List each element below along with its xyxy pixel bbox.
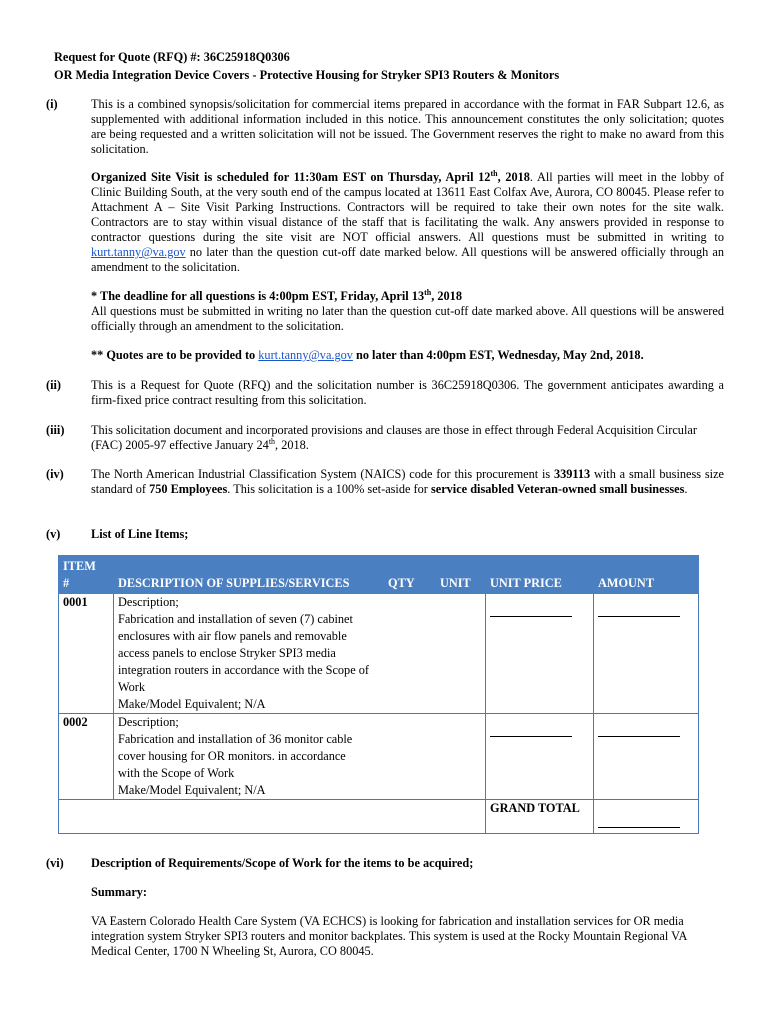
item-number: 0001 <box>59 594 114 714</box>
grand-total-amount[interactable] <box>594 800 699 834</box>
description-line: with the Scope of Work <box>118 766 235 780</box>
quotes-email-link[interactable]: kurt.tanny@va.gov <box>258 348 353 362</box>
summary-text: VA Eastern Colorado Health Care System (VA ECHCS) is looking for fabrication and installation services for OR media integration system Stryker SPI3 routers and monitor backplates. This system is used at the Rocky Mountain Regional VA Medical Center, 1700 N Wheeling St, Aurora, CO 80045. <box>91 914 687 958</box>
site-visit-bold: Organized Site Visit is scheduled for 11:30am EST on Thursday, April 12 <box>91 170 491 184</box>
table-row <box>59 714 699 800</box>
description-line: Work <box>118 680 146 694</box>
section-i-intro: This is a combined synopsis/solicitation for commercial items prepared in accordance with the format in FAR Subpart 12.6, as supplemented with additional information included in this notice. This announcement constitutes the only solicitation; quotes are being requested and a written solicitation will not be issued. The Government reserves the right to make no award from this solicitation. <box>91 97 724 156</box>
section-iii-text-2: , 2018. <box>275 438 309 452</box>
item-unit[interactable] <box>436 714 486 800</box>
header-item-hash: # <box>63 576 70 590</box>
description-line: Fabrication and installation of 36 monitor cable <box>118 732 353 746</box>
rfq-title-heading: OR Media Integration Device Covers - Protective Housing for Stryker SPI3 Routers & Monitors <box>54 68 560 82</box>
header-amount: AMOUNT <box>594 556 699 594</box>
section-number-ii: (ii) <box>46 378 62 392</box>
naics-text-2: with a small business size standard of <box>91 467 724 496</box>
section-iii-text-1: This solicitation document and incorporated provisions and clauses are those in effect through Federal Acquisition Circular (FAC) 2005-97 effective January 24 <box>91 423 697 452</box>
description-line: access panels to enclose Stryker SPI3 media <box>118 646 336 660</box>
naics-text-1: The North American Industrial Classification System (NAICS) code for this procurement is <box>91 467 554 481</box>
size-standard: 750 Employees <box>149 482 228 496</box>
item-qty[interactable] <box>384 594 436 714</box>
deadline-text: All questions must be submitted in writing no later than the question cut-off date marked above. All questions will be answered officially through an amendment to the solicitation. <box>91 304 724 333</box>
amount-blank[interactable] <box>598 724 680 737</box>
site-visit-sup: th <box>490 168 498 178</box>
description-line: enclosures with air flow panels and removable <box>118 629 347 643</box>
item-description <box>114 594 384 714</box>
deadline-bold: * The deadline for all questions is 4:00pm EST, Friday, April 13 <box>91 289 425 303</box>
unit-price-blank[interactable] <box>490 724 572 737</box>
item-unit-price[interactable] <box>486 594 594 714</box>
item-number: 0002 <box>59 714 114 800</box>
header-item-label: ITEM <box>63 559 96 573</box>
line-items-title: List of Line Items; <box>91 527 189 541</box>
site-visit-paragraph <box>91 170 724 275</box>
table-row <box>59 594 699 714</box>
section-number-i: (i) <box>46 97 58 111</box>
item-description <box>114 714 384 800</box>
item-unit[interactable] <box>436 594 486 714</box>
table-header-row <box>59 556 699 594</box>
deadline-paragraph <box>91 289 724 334</box>
grand-total-label: GRAND TOTAL <box>486 800 594 834</box>
deadline-bold-end: , 2018 <box>431 289 462 303</box>
site-visit-text: . All parties will meet in the lobby of Clinic Building South, at the very south end of the campus located at 13611 East Colfax Ave, Aurora, CO 80045. Please refer to Attachment A – Site Visit Parking Instructions. Contractors will be required to take their own notes for the site walk. Contractors are to stay within visual distance of the staff that is facilitating the walk. Any answers provided in response to contractor questions during the site visit are NOT official answers. All questions must be submitted in writing to <box>91 170 724 244</box>
deadline-sup: th <box>424 287 432 297</box>
quotes-bold-end: no later than 4:00pm EST, Wednesday, May 2nd, 2018. <box>352 348 644 362</box>
item-amount[interactable] <box>594 714 699 800</box>
section-number-vi: (vi) <box>46 856 64 870</box>
section-number-iv: (iv) <box>46 467 64 481</box>
unit-price-blank[interactable] <box>490 604 572 617</box>
section-iv-text <box>91 467 724 497</box>
naics-text-3: . This solicitation is a 100% set-aside for <box>227 482 431 496</box>
description-line: Make/Model Equivalent; N/A <box>118 697 266 711</box>
requirements-title: Description of Requirements/Scope of Work for the items to be acquired; <box>91 856 474 870</box>
naics-text-4: . <box>684 482 688 496</box>
description-line: Description; <box>118 595 179 609</box>
grand-total-row <box>59 800 699 834</box>
site-visit-text-2: no later than the question cut-off date marked below. All questions will be answered officially through an amendment to the solicitation. <box>91 245 724 274</box>
description-line: Make/Model Equivalent; N/A <box>118 783 266 797</box>
rfq-number-heading: Request for Quote (RFQ) #: 36C25918Q0306 <box>54 50 290 64</box>
description-line: cover housing for OR monitors. in accordance <box>118 749 346 763</box>
site-visit-bold-end: , 2018 <box>497 170 530 184</box>
set-aside-type: service disabled Veteran-owned small businesses <box>430 482 685 496</box>
header-item <box>59 556 114 594</box>
description-line: Description; <box>118 715 179 729</box>
header-unit: UNIT <box>436 556 486 594</box>
item-unit-price[interactable] <box>486 714 594 800</box>
section-iii-text <box>91 423 724 453</box>
description-line: integration routers in accordance with the Scope of <box>118 663 369 677</box>
amount-blank[interactable] <box>598 604 680 617</box>
section-number-v: (v) <box>46 527 61 541</box>
email-link[interactable]: kurt.tanny@va.gov <box>91 245 186 259</box>
grand-total-spacer <box>59 800 486 834</box>
header-unit-price: UNIT PRICE <box>486 556 594 594</box>
section-iii-sup: th <box>268 436 276 446</box>
item-amount[interactable] <box>594 594 699 714</box>
quotes-bold: ** Quotes are to be provided to <box>91 348 259 362</box>
header-qty: QTY <box>384 556 436 594</box>
item-qty[interactable] <box>384 714 436 800</box>
section-number-iii: (iii) <box>46 423 65 437</box>
line-items-table <box>58 555 699 834</box>
quotes-paragraph <box>91 348 724 363</box>
header-description: DESCRIPTION OF SUPPLIES/SERVICES <box>114 556 384 594</box>
summary-label: Summary: <box>91 885 148 899</box>
naics-code: 339113 <box>553 467 591 481</box>
section-ii-text: This is a Request for Quote (RFQ) and the solicitation number is 36C25918Q0306. The government anticipates awarding a firm-fixed price contract resulting from this solicitation. <box>91 378 724 407</box>
description-line: Fabrication and installation of seven (7) cabinet <box>118 612 353 626</box>
grand-total-blank[interactable] <box>598 815 680 828</box>
